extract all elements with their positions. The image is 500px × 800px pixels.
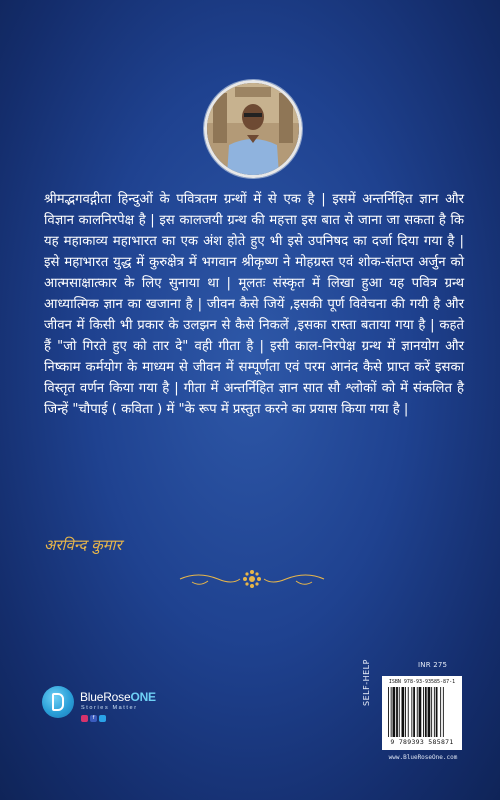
social-icons — [81, 715, 106, 722]
publisher-tagline: Stories Matter — [81, 705, 138, 711]
barcode-bars — [388, 687, 456, 737]
barcode — [382, 676, 462, 750]
publisher-logo-icon — [42, 686, 74, 718]
isbn-text: ISBN 978-93-93585-87-1 — [388, 679, 456, 685]
instagram-icon — [81, 715, 88, 722]
author-name: अरविन्द कुमार — [44, 536, 122, 554]
publisher-name: BlueRoseONE — [80, 690, 156, 704]
price-label: INR 275 — [418, 661, 448, 669]
twitter-icon — [99, 715, 106, 722]
ornament-divider — [178, 567, 326, 591]
book-description: श्रीमद्भगवद्गीता हिन्दुओं के पवित्रतम ग्रन्थों में से एक है | इसमें अन्तर्निहित ज्ञान और विज्ञान कालनिरपेक्ष है | इस कालजयी ग्रन्थ की महत्ता इस बात से जाना जा सकता है कि यह महाकाव्य महाभारत का एक अंश होते हुए भी इसे उपनिषद का दर्जा दिया गया है | इसे महाभारत युद्ध में कुरुक्षेत्र में भगवान श्रीकृष्ण ने मोहग्रस्त एवं शोक-संतप्त अर्जुन को आत्मसाक्षात्कार के लिए सुनाया था | मूलतः संस्कृत में लिखा हुआ यह पवित्र ग्रन्थ आध्यात्मिक ज्ञान का खजाना है | जीवन कैसे जियें ,इसकी पूर्ण विवेचना की गयी है और जीवन में किसी भी प्रकार के उलझन से कैसे निकलें ,इसका रास्ता बताया गया है | कहते हैं "जो गिरते हुए को तार दे" वही गीता है | इसी काल-निरपेक्ष ग्रन्थ में ज्ञानयोग और निष्काम कर्मयोग के माध्यम से जीवन में सम्पूर्णता एवं परम आनंद कैसे प्राप्त करें इसका विस्तृत वर्णन किया गया है | गीता में अन्तर्निहित ज्ञान सात सौ श्लोकों को में संकलित है जिन्हें "चौपाई ( कविता ) में "के रूप में प्रस्तुत करने का प्रयास किया गया है | — [44, 192, 464, 417]
author-photo — [204, 80, 302, 178]
barcode-digits: 9 789393 585871 — [390, 738, 454, 746]
facebook-icon: f — [90, 715, 97, 722]
category-label: SELF-HELP — [362, 659, 371, 706]
publisher-website: www.BlueRoseOne.com — [388, 754, 458, 761]
